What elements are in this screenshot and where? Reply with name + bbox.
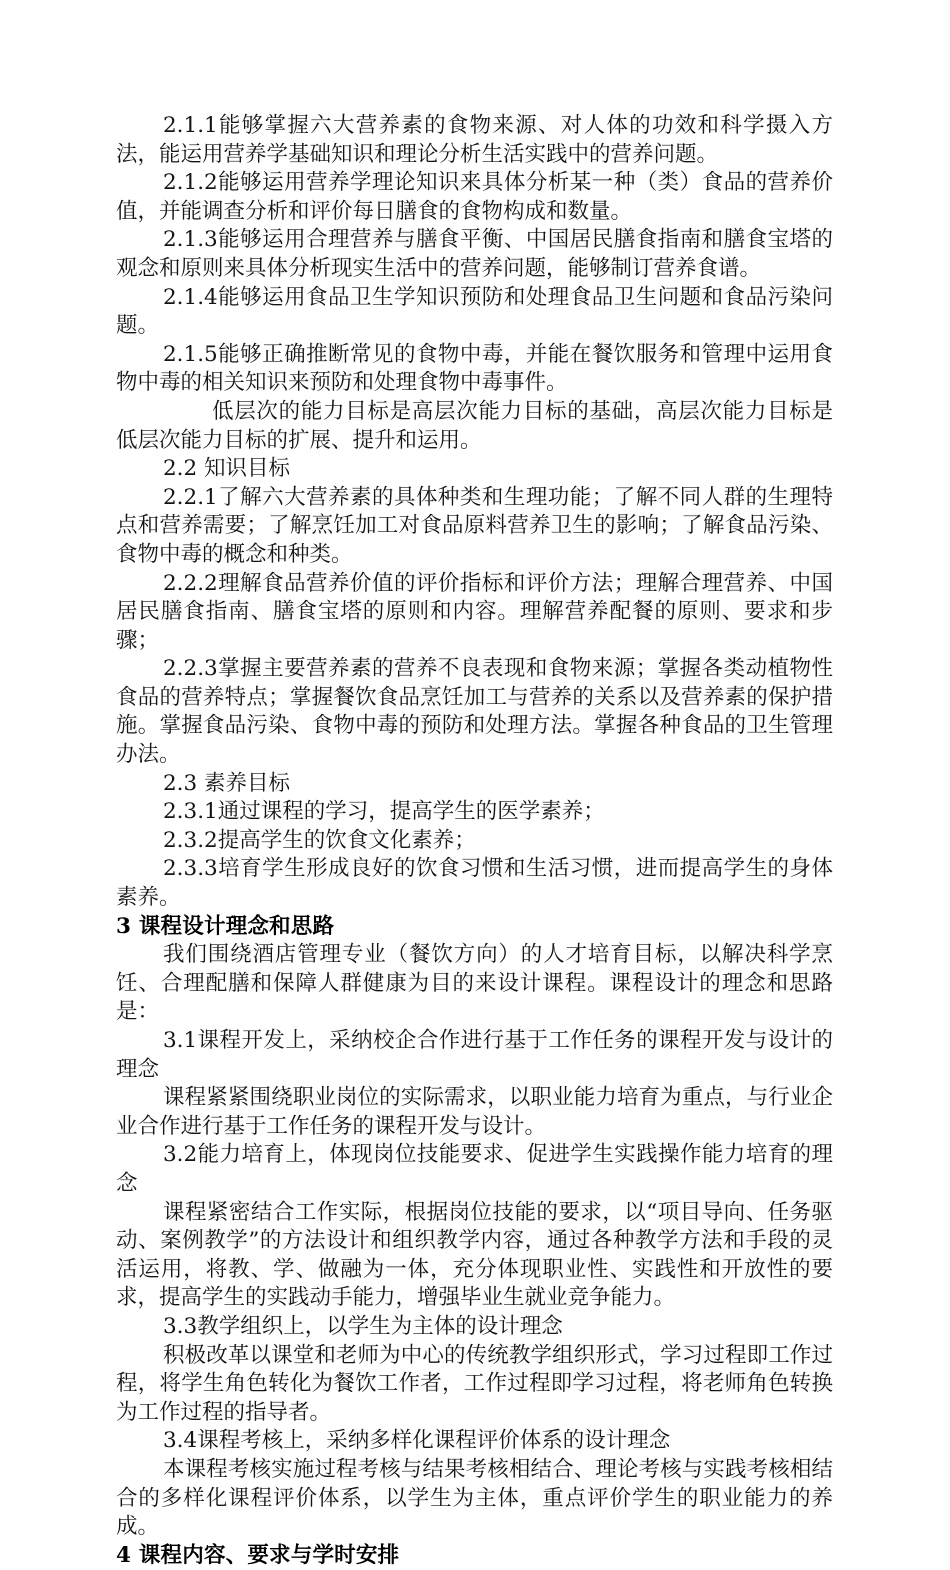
body-paragraph: 课程紧紧围绕职业岗位的实际需求，以职业能力培育为重点，与行业企业合作进行基于工作任务的课程开发与设计。	[116, 1085, 833, 1139]
body-paragraph: 2.2.2理解食品营养价值的评价指标和评价方法；理解合理营养、中国居民膳食指南、膳食宝塔的原则和内容。理解营养配餐的原则、要求和步骤；	[116, 570, 833, 653]
section-heading: 4 课程内容、要求与学时安排	[116, 1542, 400, 1568]
body-paragraph: 2.3 素养目标	[163, 770, 291, 796]
body-paragraph: 2.1.2能够运用营养学理论知识来具体分析某一种（类）食品的营养价值，并能调查分析和评价每日膳食的食物构成和数量。	[116, 170, 833, 224]
body-paragraph: 3.2能力培育上，体现岗位技能要求、促进学生实践操作能力培育的理念	[116, 1142, 833, 1196]
body-paragraph: 2.2 知识目标	[163, 456, 291, 482]
body-paragraph: 2.1.4能够运用食品卫生学知识预防和处理食品卫生问题和食品污染问题。	[116, 284, 833, 339]
body-paragraph: 课程紧密结合工作实际，根据岗位技能的要求，以“项目导向、任务驱动、案例教学”的方法设计和组织教学内容，通过各种教学方法和手段的灵活运用，将教、学、做融为一体，充分体现职业性、实践性和开放性的要求，提高学生的实践动手能力，增强毕业生就业竞争能力。	[116, 1199, 833, 1311]
body-paragraph: 2.3.3培育学生形成良好的饮食习惯和生活习惯，进而提高学生的身体素养。	[116, 856, 833, 911]
body-paragraph: 3.3教学组织上，以学生为主体的设计理念	[163, 1313, 563, 1339]
body-paragraph: 2.1.5能够正确推断常见的食物中毒，并能在餐饮服务和管理中运用食物中毒的相关知识来预防和处理食物中毒事件。	[116, 341, 833, 396]
body-paragraph: 3.1课程开发上，采纳校企合作进行基于工作任务的课程开发与设计的理念	[116, 1028, 833, 1082]
document-text-column	[116, 112, 833, 1570]
body-paragraph: 2.1.3能够运用合理营养与膳食平衡、中国居民膳食指南和膳食宝塔的观念和原则来具体分析现实生活中的营养问题，能够制订营养食谱。	[116, 227, 833, 281]
body-paragraph: 2.3.2提高学生的饮食文化素养；	[163, 827, 476, 853]
body-paragraph: 2.2.3掌握主要营养素的营养不良表现和食物来源；掌握各类动植物性食品的营养特点；掌握餐饮食品烹饪加工与营养的关系以及营养素的保护措施。掌握食品污染、食物中毒的预防和处理方法。掌握各种食品的卫生管理办法。	[116, 656, 833, 768]
body-paragraph: 本课程考核实施过程考核与结果考核相结合、理论考核与实践考核相结合的多样化课程评价体系，以学生为主体，重点评价学生的职业能力的养成。	[116, 1456, 833, 1540]
body-paragraph: 我们围绕酒店管理专业（餐饮方向）的人才培育目标，以解决科学烹饪、合理配膳和保障人群健康为目的来设计课程。课程设计的理念和思路是：	[116, 942, 833, 1025]
body-paragraph: 2.1.1能够掌握六大营养素的食物来源、对人体的功效和科学摄入方法，能运用营养学基础知识和理论分析生活实践中的营养问题。	[116, 113, 833, 167]
body-paragraph: 低层次的能力目标是高层次能力目标的基础，高层次能力目标是低层次能力目标的扩展、提升和运用。	[116, 398, 833, 453]
section-heading: 3 课程设计理念和思路	[116, 913, 335, 939]
body-paragraph: 积极改革以课堂和老师为中心的传统教学组织形式，学习过程即工作过程，将学生角色转化为餐饮工作者，工作过程即学习过程，将老师角色转换为工作过程的指导者。	[116, 1342, 833, 1425]
body-paragraph: 2.2.1了解六大营养素的具体种类和生理功能；了解不同人群的生理特点和营养需要；了解烹饪加工对食品原料营养卫生的影响；了解食品污染、食物中毒的概念和种类。	[116, 484, 833, 567]
body-paragraph: 2.3.1通过课程的学习，提高学生的医学素养；	[163, 799, 605, 825]
body-paragraph: 3.4课程考核上，采纳多样化课程评价体系的设计理念	[163, 1428, 671, 1454]
